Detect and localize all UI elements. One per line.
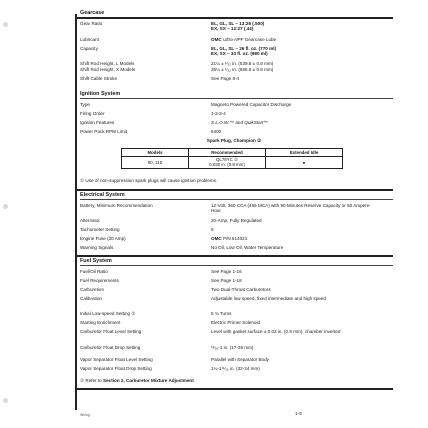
gear-ratio-value [211, 21, 389, 32]
gearcase-title: Gearcase [80, 10, 105, 16]
vapor-float-level-label: Vapor Separator Float Level Setting [80, 357, 153, 362]
low-speed-setting-value: 5 ¾ Turns [211, 311, 232, 316]
extended-idle-header: Extended Idle [266, 149, 343, 157]
capacity-label: Capacity [80, 46, 98, 51]
carburetion-label: Carburetion [80, 287, 105, 292]
capacity-line-1: EL, GL, SL – 26 fl. oz. (770 ml) [211, 46, 277, 51]
extended-idle-cell: ● [266, 156, 343, 169]
gear-ratio-line-2: EX, SX – 12:27 (.44) [211, 26, 254, 32]
gear-ratio-label: Gear Ratio [80, 21, 103, 26]
fuel-requirements-value: See Page 1-18 [211, 278, 242, 283]
ignition-note: ① Use of non-suppression spark plugs will cause ignition problems. [80, 178, 218, 183]
alternator-value: 20-Amp, Fully Regulated [211, 218, 262, 223]
fuel-top-rule [75, 255, 393, 257]
rpm-limit-value: 6400 [211, 129, 222, 134]
engine-fuse-label: Engine Fuse (20 Amp) [80, 236, 126, 241]
fuel-note-suffix: . [193, 378, 196, 383]
gear-ratio-line-1: EL, GL, SL – 13:26 (.500) [211, 21, 265, 26]
starting-enrichment-label: Starting Enrichment [80, 320, 121, 325]
binder-hole [3, 398, 8, 403]
electrical-rule [80, 199, 393, 200]
engine-fuse-value [211, 236, 389, 241]
fuel-oil-ratio-value: See Page 1-16 [211, 269, 242, 274]
low-speed-setting-label: Initial Low-speed Setting ② [80, 311, 136, 316]
firing-order-label: Firing Order [80, 111, 105, 116]
spec-page [75, 6, 401, 424]
float-drop-label: Carburetor Float Drop Setting [80, 345, 141, 350]
alternator-label: Alternator [80, 218, 100, 223]
engine-fuse-part: P/N 514021 [223, 236, 248, 241]
binder-hole [3, 204, 8, 209]
fuel-note-prefix: ② Refer to [80, 378, 102, 383]
float-level-value: Level with gasket surface ± 0.03 in. (0.8 mm), chamber inverted [211, 329, 341, 334]
vapor-float-level-value: Parallel with Separator Body [211, 357, 269, 362]
vapor-float-drop-label: Vapor Separator Float Drop Setting [80, 366, 152, 371]
electrical-title: Electrical System [80, 192, 125, 198]
table-header-row [122, 149, 343, 157]
shift-cable-value: See Page 8-4 [211, 76, 240, 81]
lubricant-rest: Gearcase Lube [244, 37, 277, 42]
rpm-limit-label: Power Pack RPM Limit [80, 129, 127, 134]
shift-cable-label: Shift Cable Stroke [80, 76, 118, 81]
vapor-float-drop-value: 1¼-1¹¹⁄₁₆ in. (32-34 mm) [211, 366, 260, 371]
capacity-line-2: EX, SX – 33 fl. oz. (980 ml) [211, 51, 268, 57]
ignition-title: Ignition System [80, 91, 121, 97]
lubricant-brand: OMC [211, 37, 222, 42]
ignition-rule [80, 98, 393, 99]
capacity-value [211, 46, 389, 57]
float-level-label: Carburetor Float Level Setting [80, 329, 142, 334]
fuel-note [80, 378, 195, 384]
models-header: Models [122, 149, 189, 157]
tachometer-value: 6 [211, 227, 214, 232]
ignition-features-label: Ignition Features [80, 120, 115, 125]
lubricant-value [211, 37, 389, 42]
recommended-cell [189, 156, 266, 169]
firing-order-value: 1-2-3-4 [211, 111, 226, 116]
starting-enrichment-value: Electric Primer Solenoid [211, 320, 261, 325]
recommended-plug: QL78YC ② [216, 157, 238, 163]
warning-signals-label: Warning Signals [80, 245, 114, 250]
lubricant-label: Lubricant [80, 37, 99, 42]
carburetion-value: Two Dual-Throat Carburetors [211, 287, 271, 292]
bottom-rule [75, 388, 393, 390]
engine-fuse-brand: OMC [211, 236, 222, 241]
recommended-header: Recommended [189, 149, 266, 157]
shift-rod-l-label: Shift Rod Height, L Models [80, 61, 135, 66]
shift-rod-x-value: 26¼ ± ¹⁄₃₂ in. (666.8 ± 0.8 mm) [211, 67, 274, 72]
footer-left-text: Wiring [80, 413, 90, 417]
shift-rod-l-value: 21¼ ± ¹⁄₃₂ in. (539.8 ± 0.8 mm) [211, 61, 274, 66]
margin-bar [75, 14, 77, 410]
model-cell: 90, 115 [122, 156, 189, 169]
calibration-label: Calibration [80, 296, 102, 301]
float-drop-value: ¹¹⁄₁₆-1 in. (17-28 mm) [211, 345, 254, 350]
fuel-note-bold: Section 2, Carburetor Mixture Adjustment [103, 378, 194, 383]
tachometer-label: Tachometer Setting [80, 227, 120, 232]
ignition-type-value: Magneto Powered Capacitor Discharge [211, 102, 292, 107]
spark-plug-table [121, 148, 343, 169]
battery-label: Battery, Minimum Recommendation [80, 203, 153, 208]
shift-rod-x-label: Shift Rod Height, X Models [80, 67, 136, 72]
calibration-value: Adjustable low speed, fixed intermediate and high speed [211, 296, 326, 301]
lubricant-product: Ultra-HPF [223, 37, 244, 42]
warning-signals-value: No Oil, Low Oil, Water Temperature [211, 245, 284, 250]
recommended-gap: 0.030 in. (0.8 mm) [209, 162, 245, 168]
table-row [122, 156, 343, 169]
page-number: 1-9 [295, 411, 302, 416]
fuel-oil-ratio-label: Fuel/Oil Ratio [80, 269, 108, 274]
ignition-features-value: S.L.O.W.™ and QuikStart™ [211, 120, 269, 125]
binder-hole [3, 22, 8, 27]
fuel-requirements-label: Fuel Requirements [80, 278, 119, 283]
ignition-type-label: Type [80, 102, 90, 107]
spark-plug-caption: Spark Plug, Champion ① [206, 138, 262, 143]
gearcase-rule [75, 17, 393, 19]
battery-value: 12-Volt, 360 CCA (465 MCA) with 90 Minutes Reserve Capacity or 50 Ampere-Hour [211, 203, 371, 214]
fuel-rule [80, 265, 393, 266]
fuel-title: Fuel System [80, 258, 112, 264]
electrical-top-rule [75, 189, 393, 191]
